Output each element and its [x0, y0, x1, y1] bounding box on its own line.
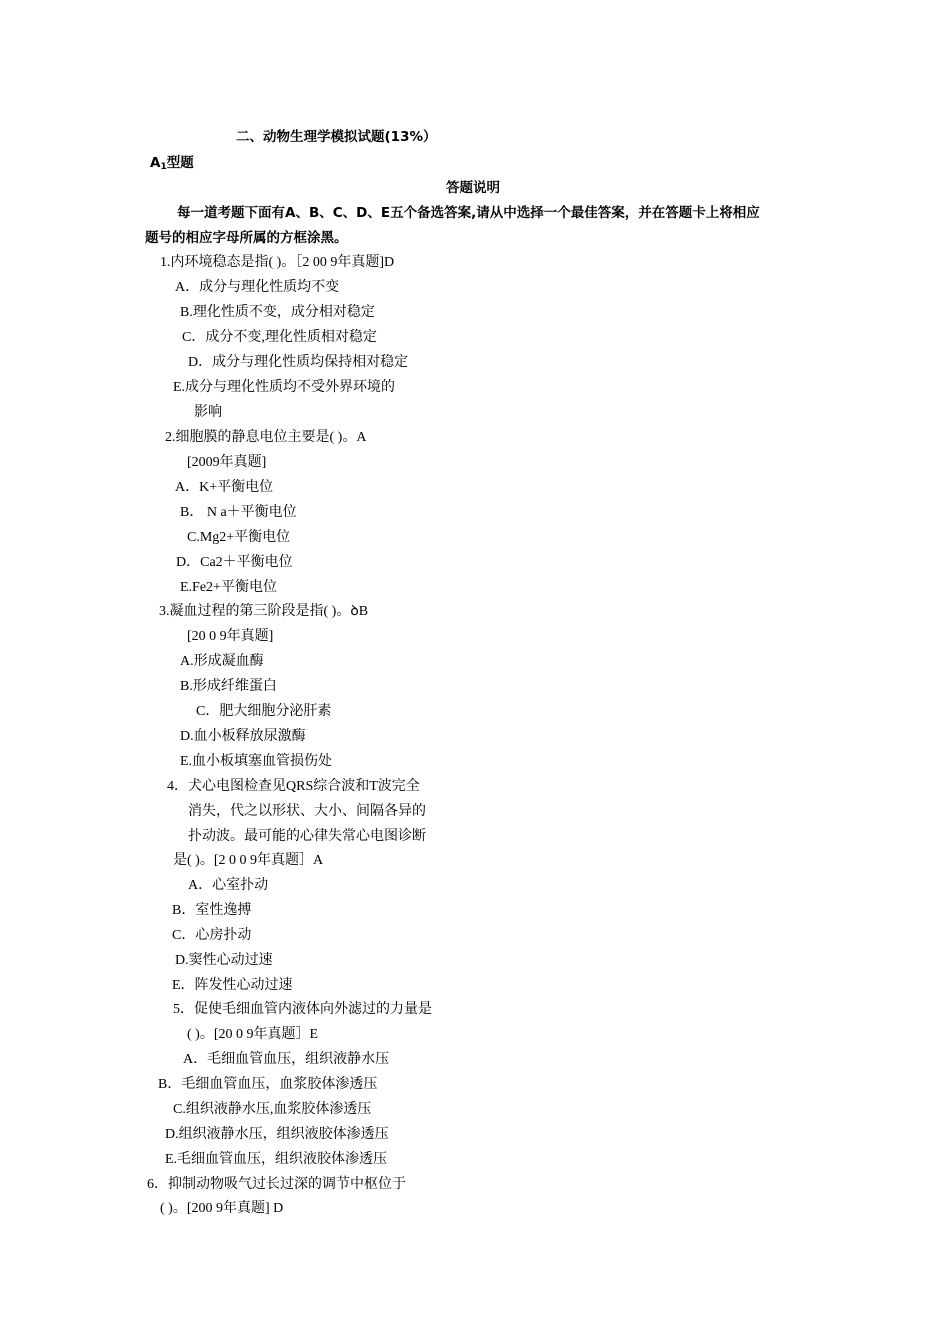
- question-1-stem: 1.内环境稳态是指( )。［2 00 9年真题]D: [160, 255, 395, 270]
- question-1-option-e-cont: 影响: [194, 405, 222, 420]
- instructions-line-1: 每一道考题下面有A、B、C、D、E五个备选答案,请从中选择一个最佳答案，并在答题卡上将相应: [177, 205, 760, 221]
- question-2-option-b: B． N a＋平衡电位: [180, 505, 297, 520]
- question-type-label: [150, 154, 194, 176]
- question-4-stem: 4．犬心电图检查见QRS综合波和T波完全: [167, 779, 420, 794]
- question-3-option-d: D.血小板释放尿激酶: [180, 729, 306, 744]
- question-2-option-e: E.Fe2+平衡电位: [180, 580, 277, 595]
- section-title: 二、动物生理学模拟试题(13%）: [236, 129, 437, 145]
- question-4-stem-cont-3: 是( )。[2 0 0 9年真题］A: [173, 853, 324, 868]
- type-subscript: 1: [160, 162, 167, 172]
- question-1-option-c: C．成分不变,理化性质相对稳定: [182, 330, 377, 345]
- type-suffix: 型题: [166, 155, 194, 171]
- question-5-option-a: A．毛细血管血压，组织液静水压: [183, 1052, 390, 1067]
- question-2-stem: 2.细胞膜的静息电位主要是( )。A: [165, 430, 367, 445]
- question-2-option-c: C.Mg2+平衡电位: [187, 530, 291, 545]
- type-letter: A: [150, 155, 161, 171]
- question-1-option-a: A．成分与理化性质均不变: [175, 280, 340, 295]
- question-5-stem-cont: ( )。[20 0 9年真题］E: [187, 1027, 319, 1042]
- question-6-stem: 6．抑制动物吸气过长过深的调节中枢位于: [147, 1177, 406, 1192]
- question-4-stem-cont-2: 扑动波。最可能的心律失常心电图诊断: [188, 829, 426, 844]
- question-3-stem: 3.凝血过程的第三阶段是指( )。ꝺB: [159, 604, 369, 619]
- question-4-option-e: E．阵发性心动过速: [172, 978, 293, 993]
- question-1-option-e: E.成分与理化性质均不受外界环境的: [173, 380, 396, 395]
- question-3-option-a: A.形成凝血酶: [180, 654, 264, 669]
- question-4-stem-cont-1: 消失，代之以形状、大小、间隔各异的: [188, 804, 426, 819]
- question-2-option-d: D．Ca2＋平衡电位: [176, 555, 293, 570]
- question-5-option-d: D.组织液静水压，组织液胶体渗透压: [165, 1127, 389, 1142]
- question-4-option-a: A．心室扑动: [188, 878, 269, 893]
- question-3-option-e: E.血小板填塞血管损伤处: [180, 754, 333, 769]
- question-5-option-b: B．毛细血管血压，血浆胶体渗透压: [158, 1077, 378, 1092]
- question-1-option-d: D．成分与理化性质均保持相对稳定: [188, 355, 409, 370]
- question-3-option-c: C．肥大细胞分泌肝素: [196, 704, 332, 719]
- question-6-stem-cont: ( )。[200 9年真题] D: [160, 1201, 284, 1216]
- question-3-option-b: B.形成纤维蛋白: [180, 679, 277, 694]
- question-2-option-a: A．K+平衡电位: [175, 480, 274, 495]
- instructions-heading: 答题说明: [446, 180, 500, 196]
- instructions-line-2: 题号的相应字母所属的方框涂黑。: [145, 230, 348, 246]
- question-4-option-c: C．心房扑动: [172, 928, 252, 943]
- question-2-stem-cont: [2009年真题]: [187, 455, 267, 470]
- question-5-option-c: C.组织液静水压,血浆胶体渗透压: [173, 1102, 372, 1117]
- question-4-option-d: D.窦性心动过速: [175, 953, 273, 968]
- question-1-option-b: B.理化性质不变，成分相对稳定: [180, 305, 375, 320]
- question-5-option-e: E.毛细血管血压，组织液胶体渗透压: [165, 1152, 388, 1167]
- question-4-option-b: B．室性逸搏: [172, 903, 252, 918]
- question-3-stem-cont: [20 0 9年真题]: [187, 629, 274, 644]
- question-5-stem: 5．促使毛细血管内液体向外滤过的力量是: [173, 1002, 432, 1017]
